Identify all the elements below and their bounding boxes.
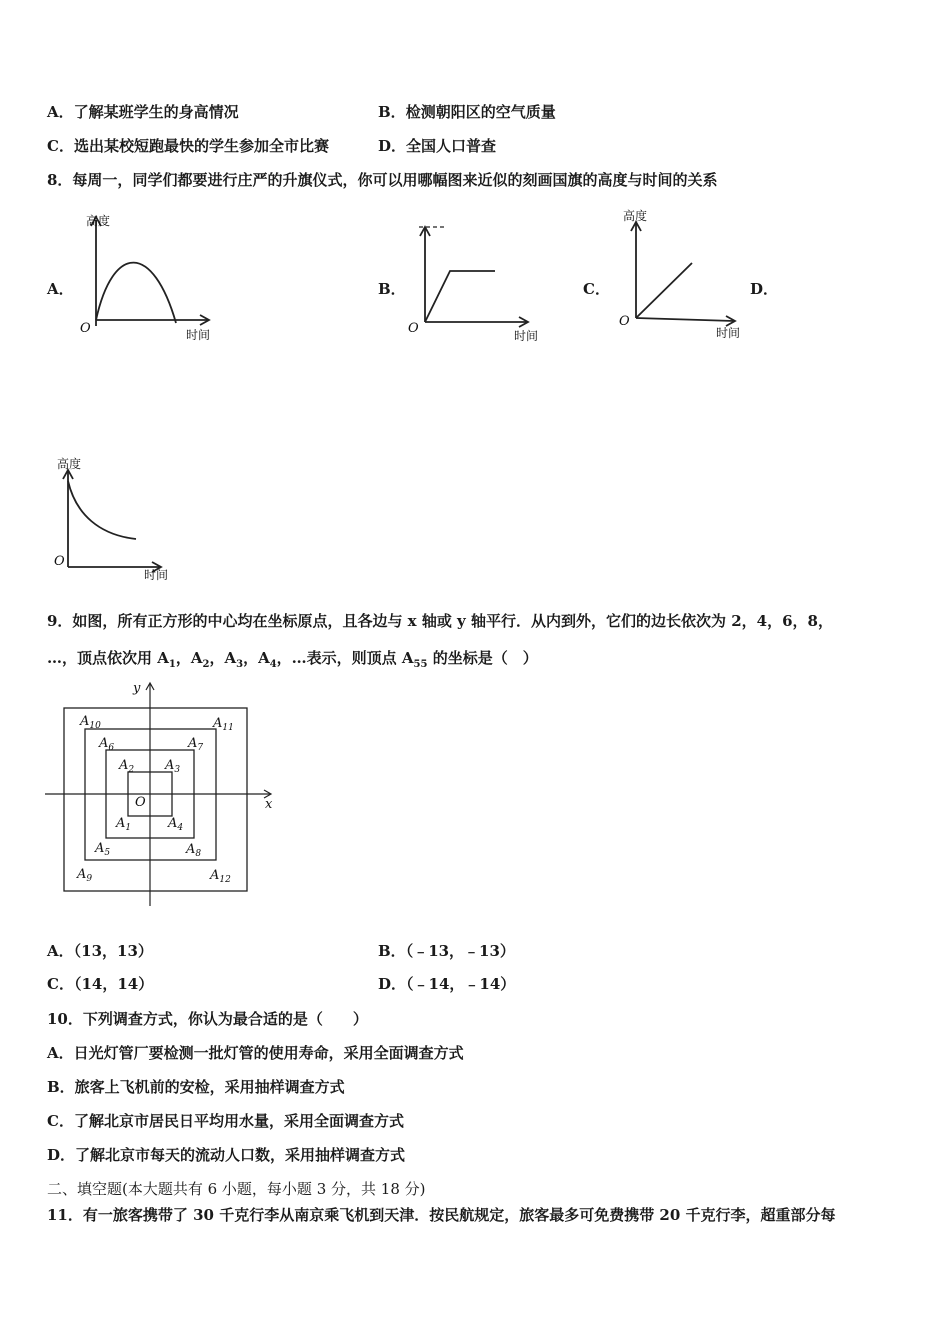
q8-letter-d: D． bbox=[750, 280, 779, 298]
stem-text: ，…表示，则顶点 A bbox=[276, 649, 414, 667]
vertex-label: $A_3$ bbox=[165, 758, 181, 775]
x-axis bbox=[636, 318, 734, 321]
q9-stem-line1: 9．如图，所有正方形的中心均在坐标原点，且各边与 x 轴或 y 轴平行．从内到外，它们的边长依次为 2，4，6，8， bbox=[47, 612, 833, 630]
origin-label: O bbox=[54, 554, 65, 569]
option-text: （﹣13，﹣13） bbox=[405, 942, 515, 960]
origin-label: O bbox=[80, 321, 91, 336]
q7-option-d bbox=[378, 136, 496, 156]
option-text: （14，14） bbox=[73, 975, 154, 993]
curve-decreasing bbox=[68, 481, 136, 539]
q9-figure bbox=[40, 676, 290, 920]
origin-label: O bbox=[408, 321, 419, 336]
subscript: 1 bbox=[168, 659, 176, 670]
q7-option-c bbox=[47, 136, 329, 156]
option-text: 全国人口普查 bbox=[406, 137, 497, 155]
option-text: （13，13） bbox=[73, 942, 153, 960]
vertex-label: $A_5$ bbox=[95, 841, 111, 858]
q8-letter-c: C． bbox=[583, 280, 610, 298]
line-straight bbox=[636, 263, 692, 318]
curve-arch bbox=[96, 263, 176, 323]
q8-graph-a bbox=[78, 208, 228, 352]
option-letter: C． bbox=[47, 137, 74, 155]
vertex-label: $A_9$ bbox=[77, 867, 93, 884]
option-text: 选出某校短跑最快的学生参加全市比赛 bbox=[73, 137, 329, 155]
vertex-label: $A_7$ bbox=[188, 736, 204, 753]
option-letter: A． bbox=[47, 103, 74, 121]
vertex-label: $A_{11}$ bbox=[213, 716, 234, 733]
option-letter: D． bbox=[378, 975, 407, 993]
q8-graph-d bbox=[52, 455, 192, 589]
x-axis-label: 时间 bbox=[144, 568, 169, 582]
stem-text: 的坐标是（ ） bbox=[427, 649, 538, 667]
vertex-label: $A_{10}$ bbox=[80, 714, 101, 731]
q9-option-c bbox=[47, 974, 153, 994]
curve-rise-flat bbox=[425, 271, 495, 322]
q7-option-b bbox=[378, 102, 556, 122]
section-heading: 二、填空题(本大题共有 6 小题，每小题 3 分，共 18 分) bbox=[47, 1180, 426, 1198]
vertex-label: $A_8$ bbox=[186, 842, 202, 859]
option-letter: B． bbox=[378, 942, 406, 960]
option-letter: C． bbox=[47, 975, 74, 993]
option-letter: D． bbox=[378, 137, 407, 155]
x-axis-label: 时间 bbox=[186, 328, 211, 342]
stem-text: …，顶点依次用 A bbox=[47, 649, 169, 667]
q10-option-a: A．日光灯管厂要检测一批灯管的使用寿命，采用全面调查方式 bbox=[47, 1044, 464, 1062]
q10-stem: 10．下列调查方式，你认为最合适的是（ ） bbox=[47, 1010, 368, 1028]
vertex-label: $A_1$ bbox=[116, 816, 132, 833]
q9-option-b bbox=[378, 941, 515, 961]
x-axis-label: 时间 bbox=[514, 329, 539, 343]
vertex-label: $A_2$ bbox=[119, 758, 135, 775]
q7-option-a bbox=[47, 102, 239, 122]
option-letter: B． bbox=[378, 103, 406, 121]
vertex-label: $A_6$ bbox=[99, 736, 115, 753]
option-text: 检测朝阳区的空气质量 bbox=[405, 103, 556, 121]
q10-option-d: D．了解北京市每天的流动人口数，采用抽样调查方式 bbox=[47, 1146, 406, 1164]
origin-label: O bbox=[619, 314, 630, 329]
q9-stem-line2 bbox=[47, 648, 538, 675]
q10-option-b: B．旅客上飞机前的安检，采用抽样调查方式 bbox=[47, 1078, 345, 1096]
q10-option-c: C．了解北京市居民日平均用水量，采用全面调查方式 bbox=[47, 1112, 404, 1130]
q9-option-d bbox=[378, 974, 515, 994]
y-axis-label: 高度 bbox=[57, 457, 82, 471]
x-axis-label: x bbox=[265, 797, 273, 812]
stem-text: ，A bbox=[243, 649, 270, 667]
x-axis-label: 时间 bbox=[716, 326, 741, 340]
y-axis-label: 高度 bbox=[623, 209, 648, 223]
subscript: 4 bbox=[269, 659, 277, 670]
q8-graph-c bbox=[616, 208, 756, 347]
subscript: 3 bbox=[236, 659, 244, 670]
option-letter: A． bbox=[47, 942, 74, 960]
q9-option-a bbox=[47, 941, 153, 961]
vertex-label: $A_4$ bbox=[168, 816, 184, 833]
y-axis-label: 高度 bbox=[86, 214, 111, 228]
origin-label: O bbox=[135, 795, 146, 810]
stem-text: ，A bbox=[209, 649, 237, 667]
q8-letter-b: B． bbox=[378, 280, 406, 298]
stem-text: ，A bbox=[175, 649, 203, 667]
vertex-label: $A_{12}$ bbox=[210, 868, 231, 885]
option-text: （﹣14，﹣14） bbox=[406, 975, 516, 993]
q8-stem: 8．每周一，同学们都要进行庄严的升旗仪式，你可以用哪幅图来近似的刻画国旗的高度与时间的关系 bbox=[47, 171, 718, 189]
subscript: 55 bbox=[413, 659, 428, 670]
y-axis-label: y bbox=[133, 681, 141, 696]
subscript: 2 bbox=[202, 659, 210, 670]
square-4 bbox=[64, 708, 247, 891]
q8-graph-b bbox=[405, 220, 555, 354]
q8-letter-a: A． bbox=[47, 280, 74, 298]
q11-stem: 11．有一旅客携带了 30 千克行李从南京乘飞机到天津．按民航规定，旅客最多可免费携带 20 千克行李，超重部分每 bbox=[47, 1206, 836, 1224]
option-text: 了解某班学生的身高情况 bbox=[73, 103, 239, 121]
